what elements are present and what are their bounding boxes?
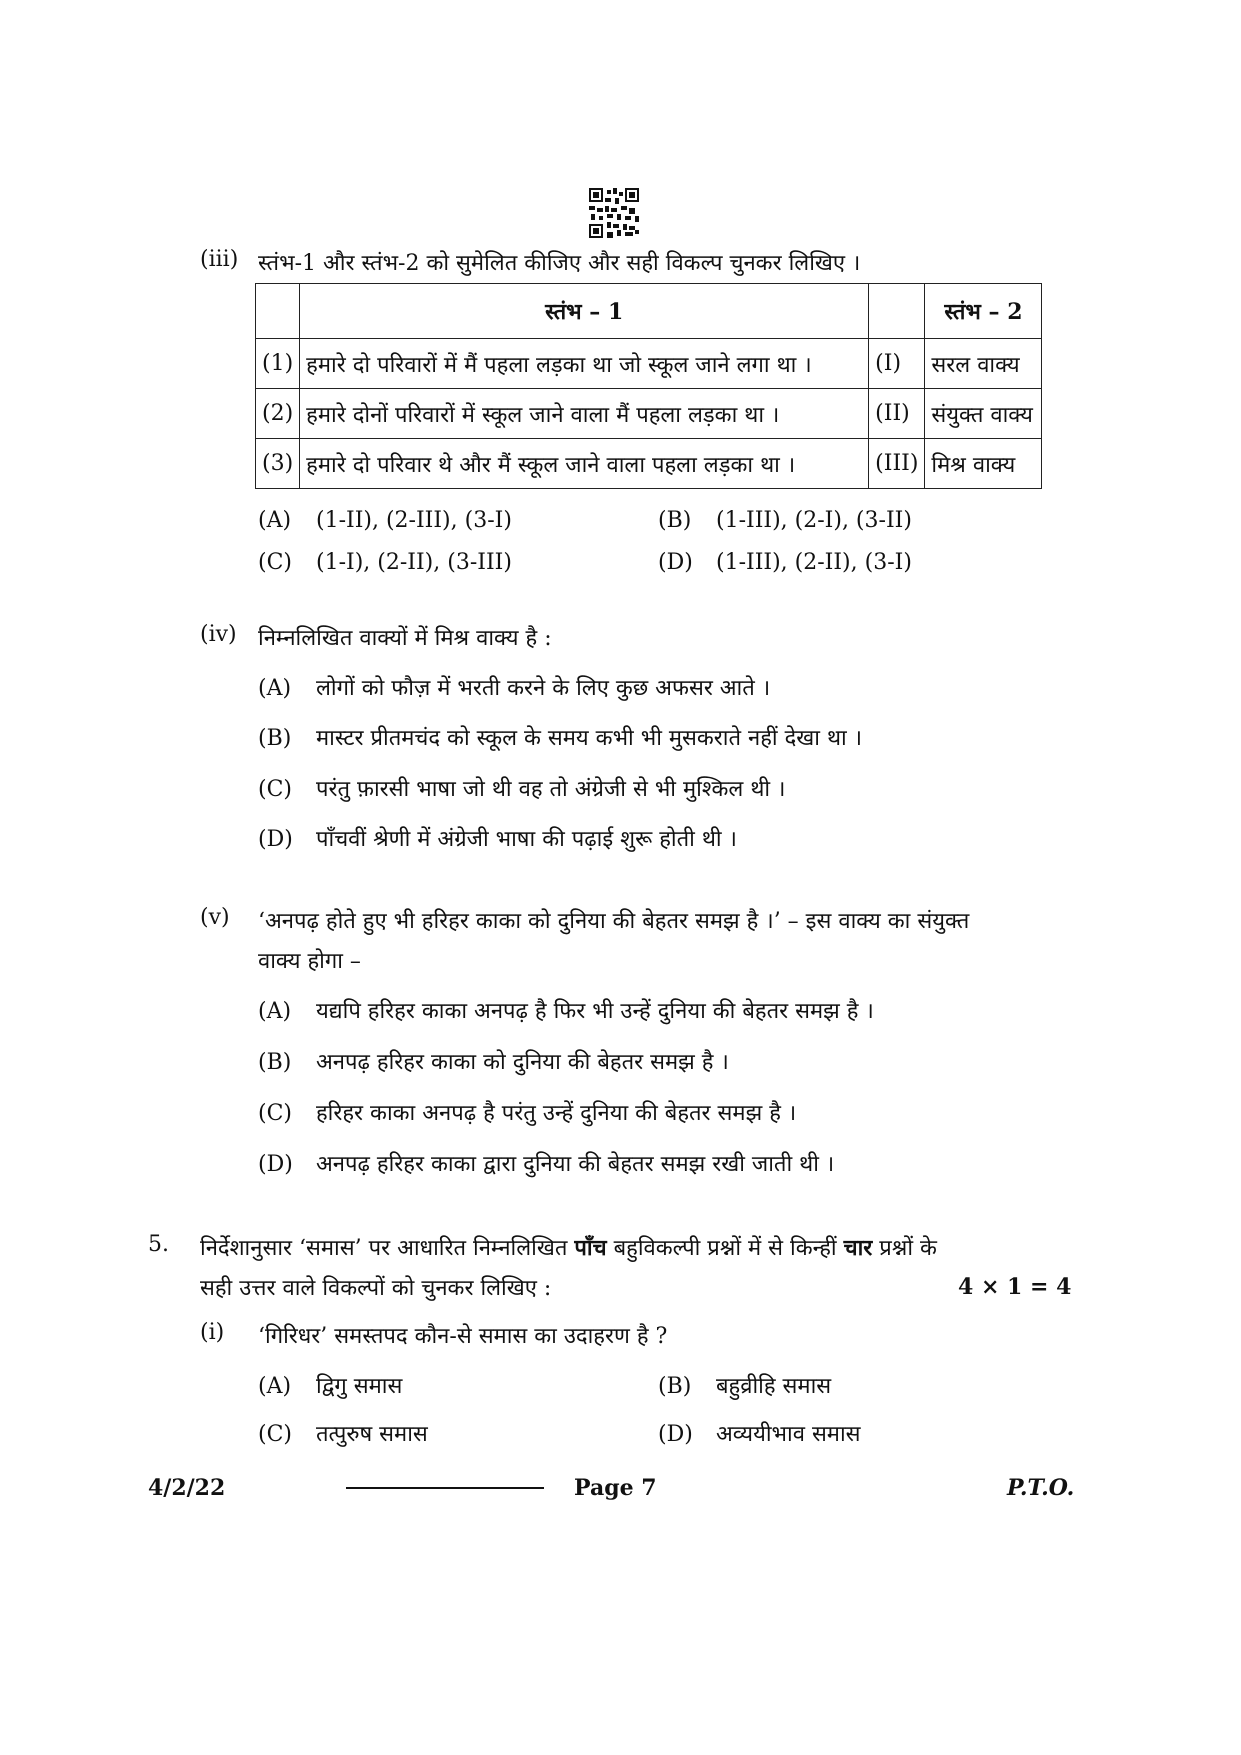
row-col1: हमारे दोनों परिवारों में स्कूल जाने वाला मैं पहला लड़का था । xyxy=(300,389,869,439)
paper-code: 4/2/22 xyxy=(148,1475,226,1501)
table-row xyxy=(256,389,1042,439)
qr-code-icon xyxy=(589,188,639,238)
pto-label: P.T.O. xyxy=(1007,1475,1075,1501)
question-iii-number: (iii) xyxy=(200,247,239,272)
option-d: (D) (1-III), (2-II), (3-I) xyxy=(658,550,912,575)
row-number: (2) xyxy=(256,389,300,439)
question-5-number: 5. xyxy=(148,1232,169,1257)
option-d: (D) पाँचवीं श्रेणी में अंग्रेजी भाषा की पढ़ाई शुरू होती थी । xyxy=(258,827,737,852)
option-b: (B) (1-III), (2-I), (3-II) xyxy=(658,508,912,533)
option-b: (B) बहुव्रीहि समास xyxy=(658,1374,832,1399)
question-iv-number: (iv) xyxy=(200,622,237,647)
page-number: Page 7 xyxy=(574,1475,657,1501)
option-a: (A) द्विगु समास xyxy=(258,1374,403,1399)
question-5-text-line2: सही उत्तर वाले विकल्पों को चुनकर लिखिए : xyxy=(200,1276,552,1301)
table-header-col2: स्तंभ – 2 xyxy=(925,284,1042,339)
option-d: (D) अव्ययीभाव समास xyxy=(658,1422,861,1447)
table-row xyxy=(256,339,1042,389)
row-col1: हमारे दो परिवारों में मैं पहला लड़का था जो स्कूल जाने लगा था । xyxy=(300,339,869,389)
question-v-text-line2: वाक्य होगा – xyxy=(258,949,361,974)
table-row xyxy=(256,439,1042,489)
footer-divider xyxy=(346,1487,544,1489)
option-c: (C) हरिहर काका अनपढ़ है परंतु उन्हें दुनिया की बेहतर समझ है । xyxy=(258,1101,797,1126)
question-5-i-number: (i) xyxy=(200,1320,225,1345)
option-a: (A) (1-II), (2-III), (3-I) xyxy=(258,508,512,533)
option-b: (B) मास्टर प्रीतमचंद को स्कूल के समय कभी भी मुसकराते नहीं देखा था । xyxy=(258,726,863,751)
option-d: (D) अनपढ़ हरिहर काका द्वारा दुनिया की बेहतर समझ रखी जाती थी । xyxy=(258,1152,835,1177)
row-roman: (I) xyxy=(869,339,925,389)
row-roman: (III) xyxy=(869,439,925,489)
row-col1: हमारे दो परिवार थे और मैं स्कूल जाने वाला पहला लड़का था । xyxy=(300,439,869,489)
option-a: (A) यद्यपि हरिहर काका अनपढ़ है फिर भी उन्हें दुनिया की बेहतर समझ है । xyxy=(258,999,874,1024)
question-v-number: (v) xyxy=(200,905,230,930)
option-c: (C) तत्पुरुष समास xyxy=(258,1422,428,1447)
question-5-i-text: ‘गिरिधर’ समस्तपद कौन-से समास का उदाहरण है ? xyxy=(258,1324,668,1349)
question-5-text-line1: निर्देशानुसार ‘समास’ पर आधारित निम्नलिखित पाँच बहुविकल्पी प्रश्नों में से किन्हीं चार प्रश्नों के xyxy=(200,1235,937,1261)
row-col2: संयुक्त वाक्य xyxy=(925,389,1042,439)
row-col2: सरल वाक्य xyxy=(925,339,1042,389)
table-header-col1: स्तंभ – 1 xyxy=(300,284,869,339)
option-c: (C) (1-I), (2-II), (3-III) xyxy=(258,550,512,575)
matching-table xyxy=(255,283,1042,489)
option-c: (C) परंतु फ़ारसी भाषा जो थी वह तो अंग्रेजी से भी मुश्किल थी । xyxy=(258,777,786,802)
row-number: (3) xyxy=(256,439,300,489)
question-v-text-line1: ‘अनपढ़ होते हुए भी हरिहर काका को दुनिया की बेहतर समझ है ।’ – इस वाक्य का संयुक्त xyxy=(258,909,970,934)
question-iii-text: स्तंभ-1 और स्तंभ-2 को सुमेलित कीजिए और सही विकल्प चुनकर लिखिए । xyxy=(258,251,861,276)
row-number: (1) xyxy=(256,339,300,389)
row-roman: (II) xyxy=(869,389,925,439)
table-header-row xyxy=(256,284,1042,339)
option-a: (A) लोगों को फौज़ में भरती करने के लिए कुछ अफसर आते । xyxy=(258,676,771,701)
question-iv-text: निम्नलिखित वाक्यों में मिश्र वाक्य है : xyxy=(258,626,552,651)
option-b: (B) अनपढ़ हरिहर काका को दुनिया की बेहतर समझ है । xyxy=(258,1050,729,1075)
marks-label: 4 × 1 = 4 xyxy=(958,1274,1072,1300)
row-col2: मिश्र वाक्य xyxy=(925,439,1042,489)
